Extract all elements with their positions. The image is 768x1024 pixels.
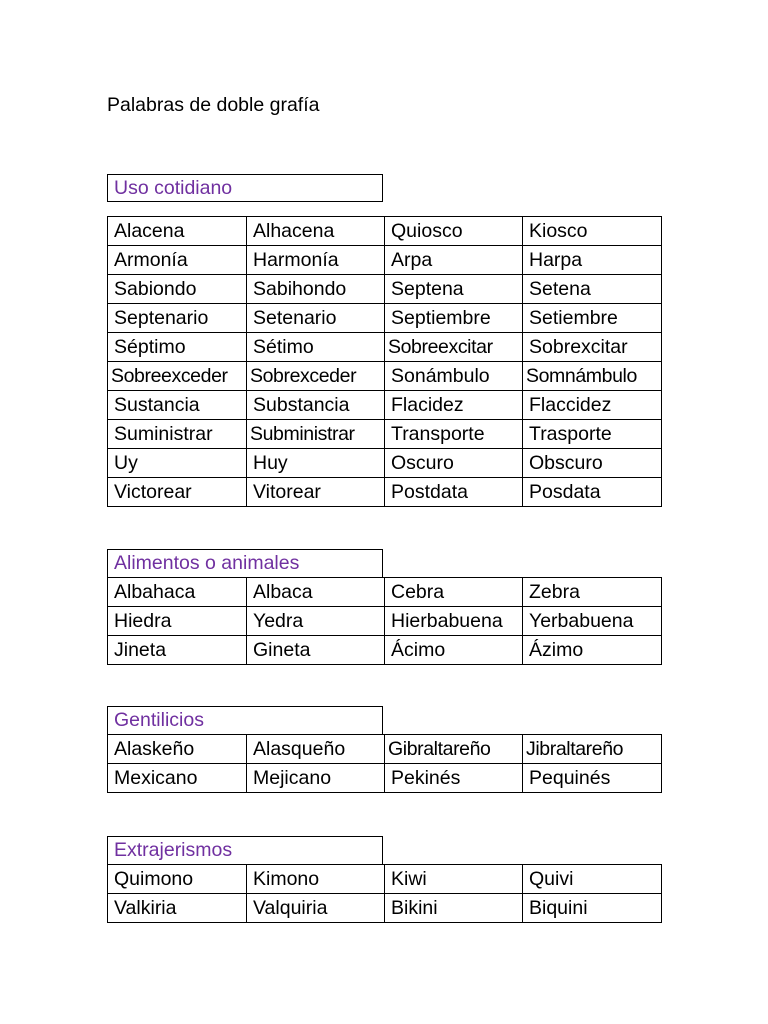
table-row: [108, 764, 662, 793]
table-cell: Septena: [385, 275, 523, 304]
table-cell: Septenario: [108, 304, 247, 333]
section-alimentos-o-animales: [107, 549, 661, 665]
table-cell: Setenario: [247, 304, 385, 333]
table-cell: Quivi: [523, 865, 662, 894]
table-cell: Septiembre: [385, 304, 523, 333]
table-cell: Sobrexcitar: [523, 333, 662, 362]
table-cell: Albahaca: [108, 578, 247, 607]
table-cell: Valkiria: [108, 894, 247, 923]
table-cell: Sonámbulo: [385, 362, 523, 391]
table-cell: Pekinés: [385, 764, 523, 793]
section-header: Uso cotidiano: [107, 174, 383, 202]
table-cell: Sabihondo: [247, 275, 385, 304]
section-extrajerismos: [107, 836, 661, 923]
table-cell: Cebra: [385, 578, 523, 607]
table-cell: Somnámbulo: [523, 362, 662, 391]
table-cell: Uy: [108, 449, 247, 478]
table-row: [108, 894, 662, 923]
table-cell: Oscuro: [385, 449, 523, 478]
table-cell: Yerbabuena: [523, 607, 662, 636]
table-cell: Pequinés: [523, 764, 662, 793]
table-cell: Sabiondo: [108, 275, 247, 304]
table-row: [108, 636, 662, 665]
table-row: [108, 449, 662, 478]
table-cell: Zebra: [523, 578, 662, 607]
table-cell: Transporte: [385, 420, 523, 449]
table-cell: Kiwi: [385, 865, 523, 894]
table-row: [108, 865, 662, 894]
table-row: [108, 391, 662, 420]
table-cell: Yedra: [247, 607, 385, 636]
table-cell: Ázimo: [523, 636, 662, 665]
table-row: [108, 735, 662, 764]
table-cell: Biquini: [523, 894, 662, 923]
table-cell: Hierbabuena: [385, 607, 523, 636]
table-cell: Victorear: [108, 478, 247, 507]
table-row: [108, 217, 662, 246]
table-cell: Obscuro: [523, 449, 662, 478]
table-cell: Sétimo: [247, 333, 385, 362]
section-header: Gentilicios: [107, 706, 383, 734]
table-cell: Sustancia: [108, 391, 247, 420]
table-cell: Subministrar: [247, 420, 385, 449]
table-row: [108, 304, 662, 333]
table-row: [108, 420, 662, 449]
page-title: Palabras de doble grafía: [107, 94, 320, 116]
table-cell: Kiosco: [523, 217, 662, 246]
word-table: [107, 864, 662, 923]
word-table: [107, 216, 662, 507]
section-header: Extrajerismos: [107, 836, 383, 864]
table-cell: Postdata: [385, 478, 523, 507]
table-cell: Mexicano: [108, 764, 247, 793]
section-gentilicios: [107, 706, 661, 793]
table-cell: Setena: [523, 275, 662, 304]
table-row: [108, 578, 662, 607]
table-cell: Sobreexcitar: [385, 333, 523, 362]
table-cell: Jibraltareño: [523, 735, 662, 764]
word-table: [107, 734, 662, 793]
table-row: [108, 607, 662, 636]
table-cell: Alacena: [108, 217, 247, 246]
word-table: [107, 577, 662, 665]
table-cell: Séptimo: [108, 333, 247, 362]
table-cell: Quimono: [108, 865, 247, 894]
table-cell: Kimono: [247, 865, 385, 894]
table-cell: Harmonía: [247, 246, 385, 275]
table-cell: Gineta: [247, 636, 385, 665]
table-cell: Substancia: [247, 391, 385, 420]
table-cell: Armonía: [108, 246, 247, 275]
table-cell: Quiosco: [385, 217, 523, 246]
table-cell: Harpa: [523, 246, 662, 275]
table-row: [108, 362, 662, 391]
table-cell: Jineta: [108, 636, 247, 665]
section-header: Alimentos o animales: [107, 549, 383, 577]
table-cell: Posdata: [523, 478, 662, 507]
table-row: [108, 246, 662, 275]
section-uso-cotidiano: [107, 174, 661, 507]
table-cell: Gibraltareño: [385, 735, 523, 764]
table-cell: Flaccidez: [523, 391, 662, 420]
table-cell: Suministrar: [108, 420, 247, 449]
table-cell: Mejicano: [247, 764, 385, 793]
table-cell: Bikini: [385, 894, 523, 923]
table-cell: Alasqueño: [247, 735, 385, 764]
table-row: [108, 478, 662, 507]
table-cell: Albaca: [247, 578, 385, 607]
table-cell: Alhacena: [247, 217, 385, 246]
table-cell: Trasporte: [523, 420, 662, 449]
table-row: [108, 333, 662, 362]
table-row: [108, 275, 662, 304]
table-cell: Huy: [247, 449, 385, 478]
table-cell: Valquiria: [247, 894, 385, 923]
table-cell: Alaskeño: [108, 735, 247, 764]
table-cell: Sobreexceder: [108, 362, 247, 391]
table-cell: Hiedra: [108, 607, 247, 636]
table-cell: Flacidez: [385, 391, 523, 420]
table-cell: Sobrexceder: [247, 362, 385, 391]
table-cell: Ácimo: [385, 636, 523, 665]
table-cell: Setiembre: [523, 304, 662, 333]
table-cell: Vitorear: [247, 478, 385, 507]
table-cell: Arpa: [385, 246, 523, 275]
